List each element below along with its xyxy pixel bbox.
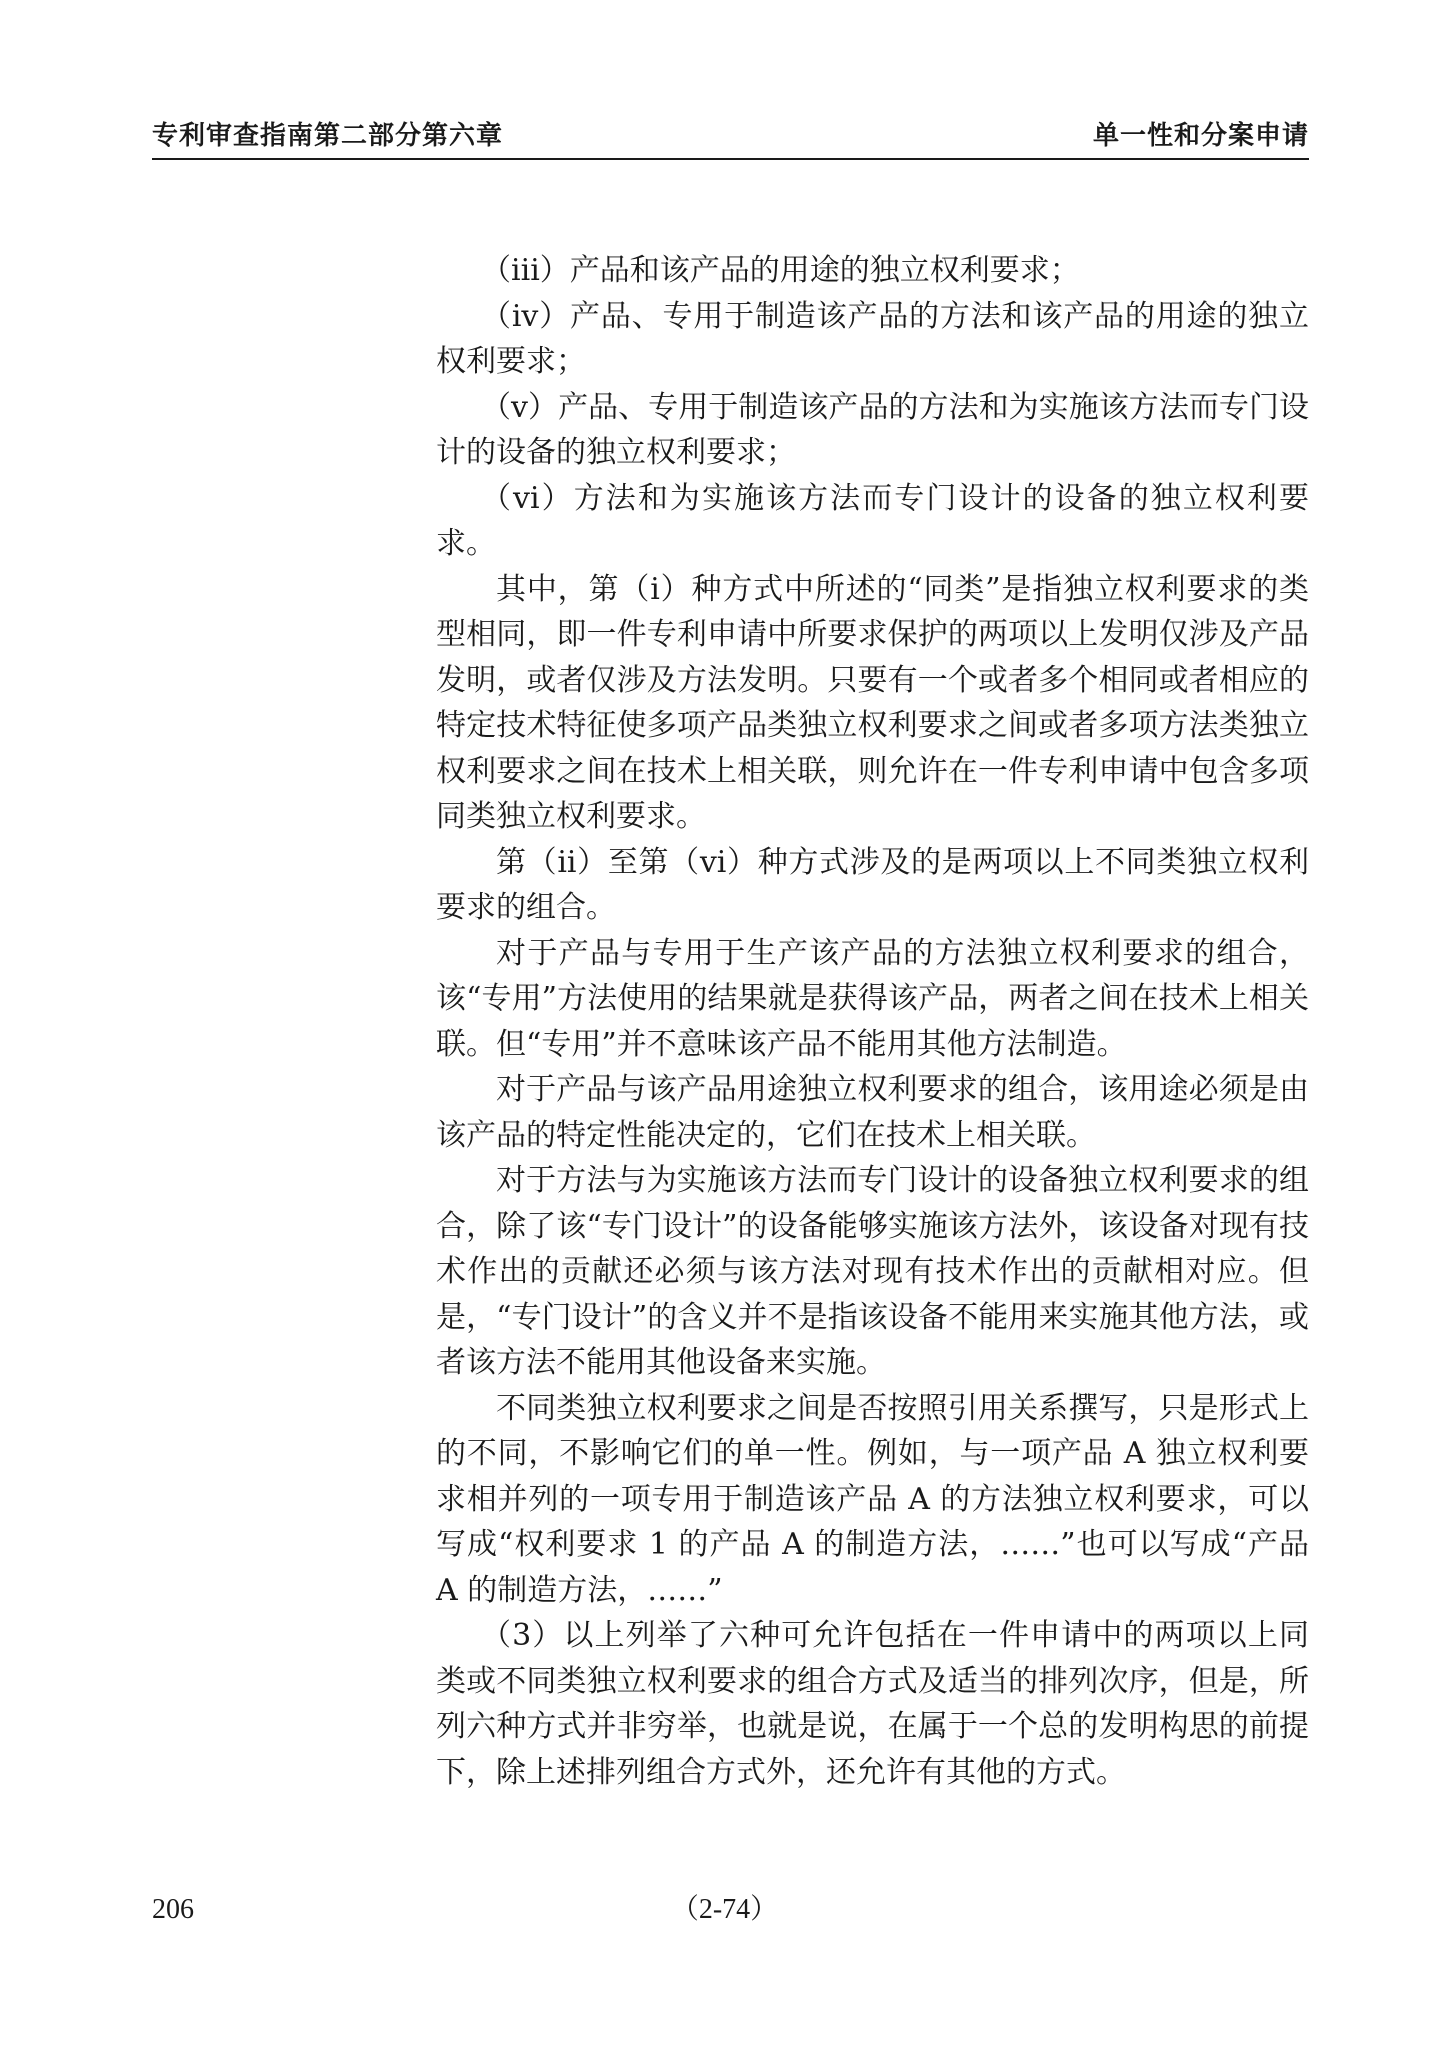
page-number: 206 [152,1894,194,1925]
paragraph-product-method: 对于产品与专用于生产该产品的方法独立权利要求的组合，该“专用”方法使用的结果就是获得该产品，两者之间在技术上相关联。但“专用”并不意味该产品不能用其他方法制造。 [436,935,1309,1062]
paragraph-product-use: 对于产品与该产品用途独立权利要求的组合，该用途必须是由该产品的特定性能决定的，它们在技术上相关联。 [436,1072,1309,1153]
header-section-title: 单一性和分案申请 [1092,121,1309,151]
list-item-iv: （iv）产品、专用于制造该产品的方法和该产品的用途的独立权利要求； [436,298,1309,379]
paragraph-point-3: （3）以上列举了六种可允许包括在一件申请中的两项以上同类或不同类独立权利要求的组合方式及适当的排列次序，但是，所列六种方式并非穷举，也就是说，在属于一个总的发明构思的前提下，除上述排列组合方式外，还允许有其他的方式。 [436,1618,1309,1790]
paragraph-citation-form: 不同类独立权利要求之间是否按照引用关系撰写，只是形式上的不同，不影响它们的单一性。例如，与一项产品 A 独立权利要求相并列的一项专用于制造该产品 A 的方法独立权利要求，可以写成“权利要求 1 的产品 A 的制造方法，……”也可以写成“产品 A 的制造方法，……” [436,1390,1309,1608]
running-header [152,118,1309,160]
body-text [436,248,1309,1795]
paragraph-method-device: 对于方法与为实施该方法而专门设计的设备独立权利要求的组合，除了该“专门设计”的设备能够实施该方法外，该设备对现有技术作出的贡献还必须与该方法对现有技术作出的贡献相对应。但是，“专门设计”的含义并不是指该设备不能用来实施其他方法，或者该方法不能用其他设备来实施。 [436,1163,1309,1380]
list-item-vi: （vi）方法和为实施该方法而专门设计的设备的独立权利要求。 [436,480,1309,561]
paragraph-same-type: 其中，第（i）种方式中所述的“同类”是指独立权利要求的类型相同，即一件专利申请中所要求保护的两项以上发明仅涉及产品发明，或者仅涉及方法发明。只要有一个或者多个相同或者相应的特定技术特征使多项产品类独立权利要求之间或者多项方法类独立权利要求之间在技术上相关联，则允许在一件专利申请中包含多项同类独立权利要求。 [436,571,1309,834]
list-item-v: （v）产品、专用于制造该产品的方法和为实施该方法而专门设计的设备的独立权利要求； [436,389,1309,470]
header-chapter-title: 专利审查指南第二部分第六章 [152,121,504,151]
list-item-iii: （iii）产品和该产品的用途的独立权利要求； [481,253,1080,288]
section-reference: （2-74） [670,1894,779,1925]
paragraph-different-type: 第（ii）至第（vi）种方式涉及的是两项以上不同类独立权利要求的组合。 [436,844,1309,925]
